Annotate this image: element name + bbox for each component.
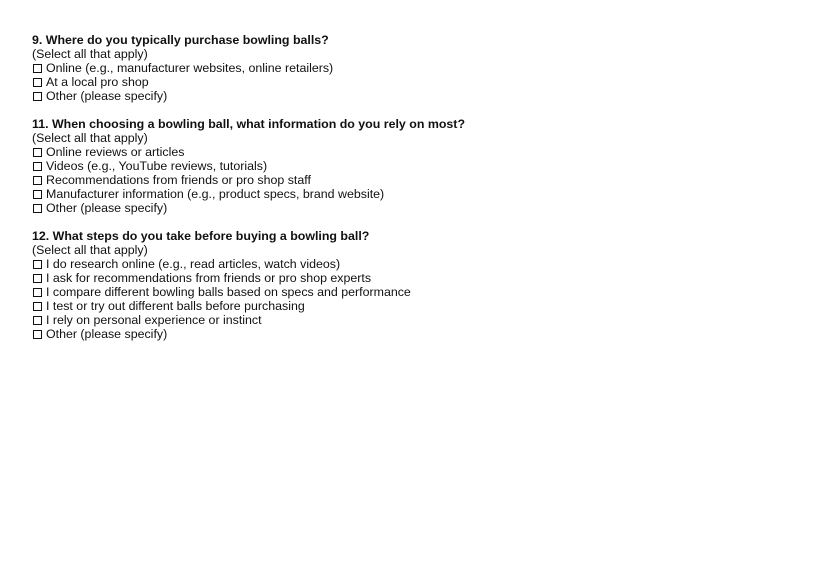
option-label: Recommendations from friends or pro shop staff bbox=[46, 173, 311, 187]
question-instruction: (Select all that apply) bbox=[32, 47, 148, 61]
option-label: Videos (e.g., YouTube reviews, tutorials) bbox=[46, 159, 268, 173]
checkbox[interactable] bbox=[33, 204, 42, 213]
question-instruction: (Select all that apply) bbox=[32, 243, 148, 257]
question-title: 9. Where do you typically purchase bowling balls? bbox=[32, 33, 329, 47]
checkbox[interactable] bbox=[33, 288, 42, 297]
option-test-balls[interactable] bbox=[32, 299, 792, 313]
question-12 bbox=[32, 229, 792, 341]
question-11 bbox=[32, 117, 792, 215]
option-label: I rely on personal experience or instinct bbox=[46, 313, 262, 327]
checkbox[interactable] bbox=[33, 176, 42, 185]
checkbox[interactable] bbox=[33, 92, 42, 101]
checkbox[interactable] bbox=[33, 64, 42, 73]
option-online-reviews[interactable] bbox=[32, 145, 792, 159]
option-other[interactable] bbox=[32, 327, 792, 341]
option-local-pro-shop[interactable] bbox=[32, 75, 792, 89]
option-label: I ask for recommendations from friends or pro shop experts bbox=[46, 271, 372, 285]
question-title: 11. When choosing a bowling ball, what information do you rely on most? bbox=[32, 117, 466, 131]
option-ask-recommendations[interactable] bbox=[32, 271, 792, 285]
option-videos[interactable] bbox=[32, 159, 792, 173]
option-recommendations[interactable] bbox=[32, 173, 792, 187]
option-other[interactable] bbox=[32, 89, 792, 103]
option-label: I test or try out different balls before purchasing bbox=[46, 299, 305, 313]
option-label: Other (please specify) bbox=[46, 201, 168, 215]
option-label: Online reviews or articles bbox=[46, 145, 185, 159]
option-manufacturer-info[interactable] bbox=[32, 187, 792, 201]
option-label: Manufacturer information (e.g., product specs, brand website) bbox=[46, 187, 385, 201]
option-label: At a local pro shop bbox=[46, 75, 149, 89]
option-other[interactable] bbox=[32, 201, 792, 215]
option-label: Other (please specify) bbox=[46, 89, 168, 103]
option-compare-balls[interactable] bbox=[32, 285, 792, 299]
checkbox[interactable] bbox=[33, 190, 42, 199]
option-online[interactable] bbox=[32, 61, 792, 75]
checkbox[interactable] bbox=[33, 78, 42, 87]
option-personal-experience[interactable] bbox=[32, 313, 792, 327]
question-title: 12. What steps do you take before buying a bowling ball? bbox=[32, 229, 370, 243]
option-research-online[interactable] bbox=[32, 257, 792, 271]
checkbox[interactable] bbox=[33, 162, 42, 171]
question-instruction: (Select all that apply) bbox=[32, 131, 148, 145]
checkbox[interactable] bbox=[33, 316, 42, 325]
checkbox[interactable] bbox=[33, 260, 42, 269]
option-label: Other (please specify) bbox=[46, 327, 168, 341]
option-label: I do research online (e.g., read articles, watch videos) bbox=[46, 257, 341, 271]
option-label: Online (e.g., manufacturer websites, online retailers) bbox=[46, 61, 334, 75]
checkbox[interactable] bbox=[33, 148, 42, 157]
question-9 bbox=[32, 33, 792, 103]
checkbox[interactable] bbox=[33, 274, 42, 283]
option-label: I compare different bowling balls based on specs and performance bbox=[46, 285, 411, 299]
checkbox[interactable] bbox=[33, 302, 42, 311]
checkbox[interactable] bbox=[33, 330, 42, 339]
